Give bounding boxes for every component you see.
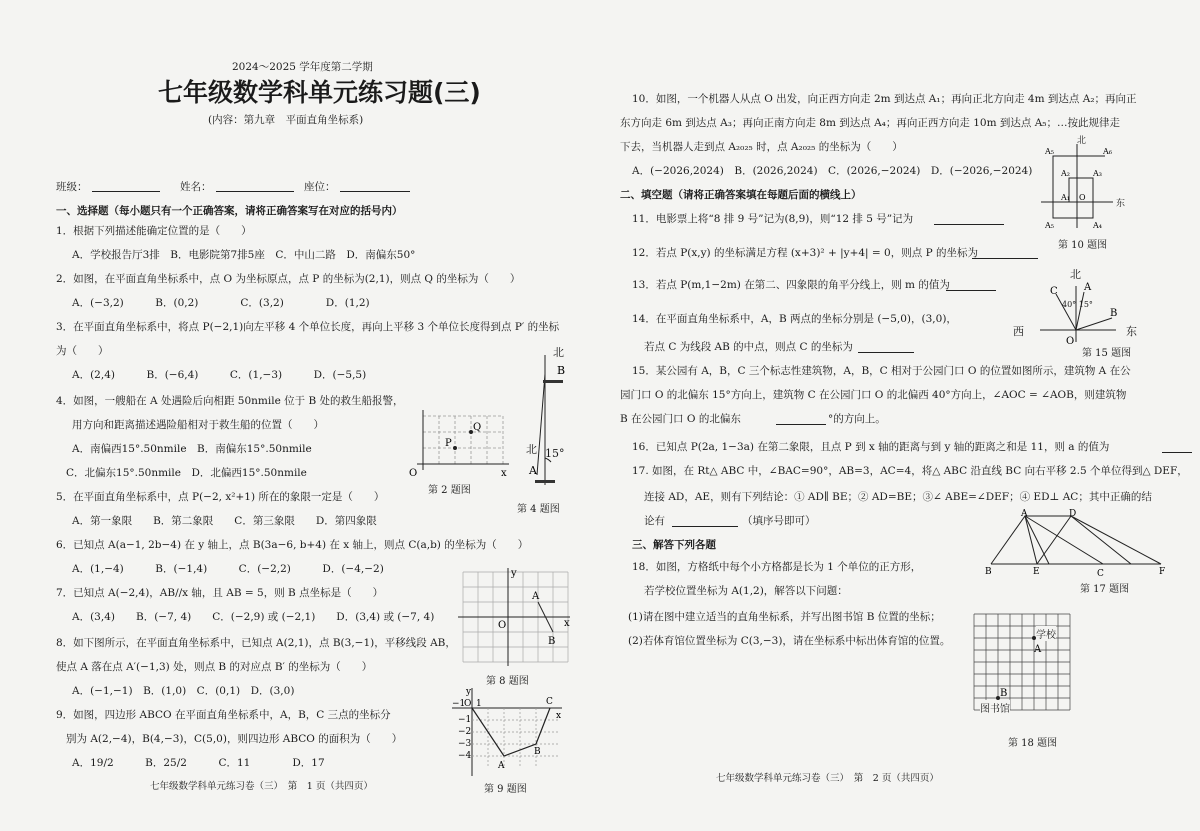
question-17-cont-1: 连接 AD，AE，则有下列结论：① AD∥ BE；② AD=BE；③∠ ABE=∠DEF；④ ED⊥ AC；其中正确的结: [644, 491, 1152, 503]
figure-9-quadrilateral: [450, 688, 565, 780]
school-year: 2024～2025 学年度第二学期: [232, 61, 373, 73]
figure-4-angle: 15°: [545, 447, 565, 460]
question-3: 3．在平面直角坐标系中，将点 P(−2,1)向左平移 4 个单位长度，再向上平移 3 个单位长度得到点 P′ 的坐标: [56, 321, 560, 333]
svg-text:C: C: [1097, 569, 1104, 579]
svg-text:P: P: [445, 438, 452, 449]
question-15: 15．某公园有 A，B，C 三个标志性建筑物，A，B，C 相对于公园门口 O 的位置如图所示，建筑物 A 在公: [632, 365, 1131, 377]
question-11-answer-blank[interactable]: [934, 213, 1004, 225]
figure-10-caption: 第 10 题图: [1058, 240, 1108, 251]
question-13: 13．若点 P(m,1−2m) 在第二、四象限的角平分线上，则 m 的值为: [632, 279, 950, 291]
question-10-options: A．(−2026,2024) B．(2026,2024) C．(2026,−2024) D．(−2026,−2024): [632, 165, 1033, 177]
question-4-cont: 用方向和距离描述遇险船相对于救生船的位置（ ）: [72, 419, 324, 431]
figure-15-west: 西: [1013, 325, 1024, 338]
question-18-part-1: (1)请在图中建立适当的直角坐标系，并写出图书馆 B 位置的坐标；: [628, 611, 941, 623]
question-16-answer-blank[interactable]: [1162, 441, 1192, 453]
svg-text:−4: −4: [458, 751, 472, 761]
question-14-answer-blank[interactable]: [858, 341, 914, 353]
question-5-options: A．第一象限 B．第二象限 C．第三象限 D．第四象限: [72, 515, 377, 527]
seat-field-label: 座位：: [304, 181, 336, 193]
svg-text:A: A: [1034, 644, 1042, 655]
question-14: 14．在平面直角坐标系中，A，B 两点的坐标分别是 (−5,0)，(3,0)，: [632, 313, 957, 325]
figure-8-caption: 第 8 题图: [486, 676, 529, 687]
question-15-cont-3: °的方向上。: [828, 413, 886, 425]
class-field-label: 班级：: [56, 181, 88, 193]
svg-text:O: O: [1066, 336, 1075, 347]
svg-text:−3: −3: [458, 739, 472, 749]
question-2-options: A．(−3,2) B．(0,2) C．(3,2) D．(1,2): [72, 297, 370, 309]
question-17-cont-3: （填序号即可）: [742, 515, 816, 527]
section-fill-heading: 二、填空题（请将正确答案填在每题后面的横线上）: [620, 189, 862, 201]
svg-text:A₁: A₁: [1061, 193, 1070, 202]
svg-text:A₂: A₂: [1061, 169, 1070, 178]
question-18-cont: 若学校位置坐标为 A(1,2)，解答以下问题：: [644, 585, 848, 597]
svg-text:A₃: A₃: [1093, 169, 1102, 178]
question-1-options: A．学校报告厅3排 B．电影院第7排5座 C．中山二路 D．南偏东50°: [72, 249, 416, 261]
figure-18-caption: 第 18 题图: [1008, 738, 1058, 749]
section-choice-heading: 一、选择题（每小题只有一个正确答案，请将正确答案写在对应的括号内）: [56, 205, 403, 217]
name-field-blank[interactable]: [216, 180, 294, 192]
svg-text:y: y: [511, 568, 517, 579]
figure-15-caption: 第 15 题图: [1082, 348, 1132, 359]
question-17-cont-2: 论有: [644, 515, 665, 527]
question-15-cont-2: B 在公园门口 O 的北偏东: [620, 413, 741, 425]
svg-text:O: O: [498, 620, 507, 631]
question-9-options: A．19/2 B．25/2 C．11 D．17: [72, 757, 325, 769]
question-13-answer-blank[interactable]: [946, 279, 996, 291]
seat-field-blank[interactable]: [340, 180, 410, 192]
question-7: 7．已知点 A(−2,4)，AB//x 轴，且 AB = 5，则 B 点坐标是（ ）: [56, 587, 384, 599]
library-label: 图书馆: [980, 700, 1010, 715]
figure-10-north: 北: [1077, 136, 1087, 146]
svg-text:O: O: [1079, 193, 1086, 202]
question-3-cont: 为（ ）: [56, 345, 109, 357]
figure-2-grid: [405, 408, 515, 478]
figure-8-grid: [458, 568, 573, 668]
question-14-cont: 若点 C 为线段 AB 的中点，则点 C 的坐标为: [644, 341, 853, 353]
svg-text:A: A: [532, 591, 540, 602]
svg-text:A₆: A₆: [1103, 147, 1112, 156]
question-7-options: A．(3,4) B．(−7, 4) C．(−2,9) 或 (−2,1) D．(3,4) 或 (−7, 4): [72, 611, 435, 623]
svg-text:A: A: [1084, 282, 1092, 293]
svg-text:−1: −1: [452, 699, 466, 709]
question-10-cont-2: 下去，当机器人走到点 A₂₀₂₅ 时，点 A₂₀₂₅ 的坐标为（ ）: [620, 141, 903, 153]
svg-text:B: B: [985, 567, 992, 577]
figure-2-caption: 第 2 题图: [428, 485, 471, 496]
question-4-options-cd: C．北偏东15°.50nmile D．北偏西15°.50nmile: [66, 467, 307, 479]
question-3-options: A．(2,4) B．(−6,4) C．(1,−3) D．(−5,5): [72, 369, 367, 381]
svg-text:E: E: [1033, 567, 1040, 577]
svg-text:A₄: A₄: [1093, 221, 1102, 230]
name-field-label: 姓名：: [180, 181, 212, 193]
question-4-options-ab: A．南偏西15°.50nmile B．南偏东15°.50nmile: [72, 443, 312, 455]
school-label: 学校: [1036, 626, 1056, 641]
svg-text:−1: −1: [458, 715, 472, 725]
svg-text:F: F: [1159, 567, 1166, 577]
svg-text:C: C: [546, 697, 553, 707]
question-12-answer-blank[interactable]: [972, 247, 1038, 259]
question-6: 6．已知点 A(a−1, 2b−4) 在 y 轴上，点 B(3a−6, b+4) 在 x 轴上，则点 C(a,b) 的坐标为（ ）: [56, 539, 529, 551]
svg-text:A: A: [1021, 509, 1028, 519]
figure-4-north-top: 北: [553, 346, 564, 359]
figure-15-angles: 40° 15°: [1062, 300, 1093, 309]
figure-17-triangles: [985, 509, 1166, 582]
figure-4-caption: 第 4 题图: [517, 504, 560, 515]
question-18-part-2: (2)若体育馆位置坐标为 C(3,−3)，请在坐标系中标出体育馆的位置。: [628, 635, 951, 647]
svg-text:A₅: A₅: [1045, 147, 1054, 156]
class-field-blank[interactable]: [92, 180, 160, 192]
question-11: 11．电影票上将“8 排 9 号”记为(8,9)，则“12 排 5 号”记为: [632, 213, 914, 225]
svg-text:x: x: [556, 711, 562, 721]
svg-text:B: B: [1110, 308, 1118, 319]
question-5: 5．在平面直角坐标系中，点 P(−2, x²+1) 所在的象限一定是（ ）: [56, 491, 385, 503]
figure-17-caption: 第 17 题图: [1080, 584, 1130, 595]
figure-4-ships: [515, 350, 585, 490]
section-solve-heading: 三、解答下列各题: [632, 539, 716, 551]
figure-10-spiral: [1037, 142, 1117, 232]
question-8-options: A．(−1,−1) B．(1,0) C．(0,1) D．(3,0): [72, 685, 295, 697]
question-1: 1．根据下列描述能确定位置的是（ ）: [56, 225, 252, 237]
svg-text:A₅: A₅: [1045, 221, 1054, 230]
svg-text:y: y: [466, 687, 472, 697]
svg-text:B: B: [1000, 688, 1008, 699]
figure-15-north: 北: [1070, 268, 1081, 281]
svg-text:1: 1: [476, 699, 482, 709]
question-10-cont-1: 东方向走 6m 到达点 A₃；再向正南方向走 8m 到达点 A₄；再向正西方向走 10m 到达点 A₅；…按此规律走: [620, 117, 1121, 129]
question-8: 8．如下图所示，在平面直角坐标系中，已知点 A(2,1)，点 B(3,−1)，平移线段 AB，: [56, 637, 456, 649]
question-15-answer-blank[interactable]: [776, 413, 826, 425]
svg-text:x: x: [501, 468, 507, 479]
figure-9-caption: 第 9 题图: [484, 784, 527, 795]
exam-page-right: [600, 0, 1200, 831]
figure-10-east: 东: [1116, 199, 1126, 209]
svg-text:x: x: [564, 618, 570, 629]
question-4: 4．如图，一艘船在 A 处遇险后向相距 50nmile 位于 B 处的救生船报警，: [56, 395, 404, 407]
svg-text:B: B: [557, 364, 566, 377]
footer-page-1: 七年级数学科单元练习卷（三） 第 1 页（共四页）: [150, 781, 373, 792]
svg-text:B: B: [534, 747, 541, 757]
question-16: 16．已知点 P(2a, 1−3a) 在第二象限，且点 P 到 x 轴的距离与到 y 轴的距离之和是 11，则 a 的值为: [632, 441, 1110, 453]
question-2: 2．如图，在平面直角坐标系中，点 O 为坐标原点，点 P 的坐标为(2,1)，则点 Q 的坐标为（ ）: [56, 273, 521, 285]
question-9: 9．如图，四边形 ABCO 在平面直角坐标系中，A，B，C 三点的坐标分: [56, 709, 391, 721]
figure-15-directions: [1032, 282, 1122, 352]
svg-text:O: O: [464, 699, 472, 709]
svg-text:A: A: [498, 761, 505, 771]
svg-text:−2: −2: [458, 727, 472, 737]
question-8-cont: 使点 A 落在点 A′(−1,3) 处，则点 B 的对应点 B′ 的坐标为（ ）: [56, 661, 373, 673]
svg-text:O: O: [409, 468, 418, 479]
figure-4-north-bottom: 北: [526, 443, 537, 456]
question-17-answer-blank[interactable]: [672, 515, 738, 527]
figure-15-east: 东: [1126, 325, 1137, 338]
svg-text:Q: Q: [473, 422, 482, 433]
question-6-options: A．(1,−4) B．(−1,4) C．(−2,2) D．(−4,−2): [72, 563, 384, 575]
svg-text:A: A: [529, 464, 537, 477]
question-17: 17. 如图，在 Rt△ ABC 中，∠BAC=90°，AB=3，AC=4，将△ ABC 沿直线 BC 向右平移 2.5 个单位得到△ DEF，: [632, 465, 1188, 477]
content-note: (内容：第九章 平面直角坐标系): [208, 114, 364, 126]
question-9-cont: 别为 A(2,−4)，B(4,−3)，C(5,0)，则四边形 ABCO 的面积为（ ）: [66, 733, 403, 745]
question-15-cont-1: 园门口 O 的北偏东 15°方向上，建筑物 C 在公园门口 O 的北偏西 40°方向上，∠AOC = ∠AOB，则建筑物: [620, 389, 1127, 401]
page-title: 七年级数学科单元练习题(三): [158, 78, 481, 107]
question-10: 10．如图，一个机器人从点 O 出发，向正西方向走 2m 到达点 A₁；再向正北方向走 4m 到达点 A₂；再向正: [632, 93, 1137, 105]
svg-text:C: C: [1050, 286, 1058, 297]
question-12: 12．若点 P(x,y) 的坐标满足方程 (x+3)² + |y+4| = 0，则点 P 的坐标为: [632, 247, 978, 259]
svg-text:D: D: [1069, 509, 1077, 519]
question-18: 18．如图，方格纸中每个小方格都是长为 1 个单位的正方形，: [632, 561, 922, 573]
footer-page-2: 七年级数学科单元练习卷（三） 第 2 页（共四页）: [716, 773, 939, 784]
svg-text:B: B: [548, 636, 556, 647]
